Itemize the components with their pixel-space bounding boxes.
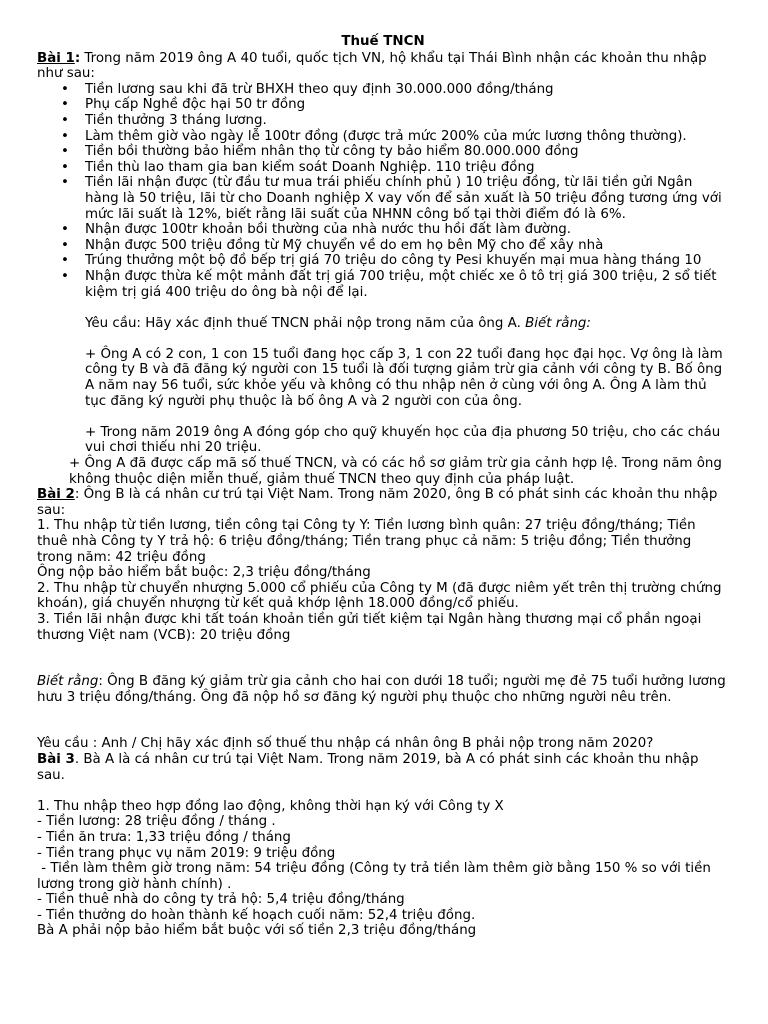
bai2-known-text: : Ông B đăng ký giảm trừ gia cảnh cho hai con dưới 18 tuổi; người mẹ đẻ 75 tuổi hưởng lương hưu 3 triệu đồng/tháng. Ông đã nộp hồ sơ đăng ký người phụ thuộc cho những người nêu trên. bbox=[37, 674, 726, 705]
bai3-intro-text: . Bà A là cá nhân cư trú tại Việt Nam. Trong năm 2019, bà A có phát sinh các khoản thu nhập sau. bbox=[37, 751, 699, 783]
bai3-line: - Tiền ăn trưa: 1,33 triệu đồng / tháng bbox=[37, 829, 291, 845]
bai1-requirement-text: Yêu cầu: Hãy xác định thuế TNCN phải nộp trong năm của ông A. bbox=[85, 315, 526, 331]
list-item: • Nhận được thừa kế một mảnh đất trị giá 700 triệu, một chiếc xe ô tô trị giá 300 triệu, 2 sổ tiết kiệm trị giá 400 triệu do ông bà nội để lại. bbox=[85, 269, 729, 300]
bai3-line: - Tiền lương: 28 triệu đồng / tháng . bbox=[37, 814, 276, 830]
bai1-label: Bài 1 bbox=[37, 50, 75, 66]
list-item: • Tiền bồi thường bảo hiểm nhân thọ từ công ty bảo hiểm 80.000.000 đồng bbox=[85, 144, 729, 160]
bai2-line-shares: 2. Thu nhập từ chuyển nhượng 5.000 cổ phiếu của Công ty M (đã được niêm yết trên thị trường chứng khoán), giá chuyển nhượng từ kết quả khớp lệnh 18.000 đồng/cổ phiếu. bbox=[37, 580, 722, 612]
list-item: • Tiền lãi nhận được (từ đầu tư mua trái phiếu chính phủ ) 10 triệu đồng, từ lãi tiền gửi Ngân hàng là 50 triệu, lãi từ cho Doanh nghiệp X vay vốn để sản xuất là 50 triệu đồng tương ứng với mức lãi suất là 12%, biết rằng lãi suất của NHNN công bố tại thời điểm đó là 6%. bbox=[85, 175, 729, 222]
list-item: • Nhận được 100tr khoản bồi thường của nhà nước thu hồi đất làm đường. bbox=[85, 222, 729, 238]
bai2-intro-text: : Ông B là cá nhân cư trú tại Việt Nam. Trong năm 2020, ông B có phát sinh các khoản thu nhập sau: bbox=[37, 487, 718, 518]
list-item: • Tiền thù lao tham gia ban kiểm soát Doanh Nghiệp. 110 triệu đồng bbox=[85, 160, 729, 176]
bai3-line: - Tiền trang phục vụ năm 2019: 9 triệu đồng bbox=[37, 845, 336, 861]
bai2-line-insurance: Ông nộp bảo hiểm bắt buộc: 2,3 triệu đồng/tháng bbox=[37, 565, 371, 581]
list-item: • Phụ cấp Nghề độc hại 50 tr đồng bbox=[85, 97, 729, 113]
list-item: • Tiền lương sau khi đã trừ BHXH theo quy định 30.000.000 đồng/tháng bbox=[85, 82, 729, 98]
document-title: Thuế TNCN bbox=[341, 34, 425, 49]
document-page bbox=[37, 34, 729, 939]
bai1-note-dependents: + Ông A có 2 con, 1 con 15 tuổi đang học cấp 3, 1 con 22 tuổi đang học đại học. Vợ ông là làm công ty B và đã đăng ký người con 15 tuổi là đối tượng giảm trừ gia cảnh với công ty B. Bố ông A năm nay 56 tuổi, sức khỏe yếu và không có thu nhập nên ở cùng với ông A. Ông A làm thủ tục đăng ký người phụ thuộc là bố ông A và 2 người con của ông. bbox=[85, 346, 723, 409]
list-item: • Trúng thưởng một bộ đồ bếp trị giá 70 triệu do công ty Pesi khuyến mại mua hàng tháng 10 bbox=[85, 253, 729, 269]
bai1-note-tax-code: + Ông A đã được cấp mã số thuế TNCN, và có các hồ sơ giảm trừ gia cảnh hợp lệ. Trong năm ông không thuộc diện miễn thuế, giảm thuế TNCN theo quy định của pháp luật. bbox=[69, 456, 722, 487]
bai2-line-interest: 3. Tiền lãi nhận được khi tất toán khoản tiền gửi tiết kiệm tại Ngân hàng thương mại cổ phần ngoại thương Việt nam (VCB): 20 triệu đồng bbox=[37, 611, 702, 643]
list-item: • Làm thêm giờ vào ngày lễ 100tr đồng (được trả mức 200% của mức lương thông thường). bbox=[85, 129, 729, 145]
bai3-intro bbox=[37, 752, 729, 783]
bai1-intro-text: Trong năm 2019 ông A 40 tuổi, quốc tịch VN, hộ khẩu tại Thái Bình nhận các khoản thu nhập như sau: bbox=[37, 50, 707, 82]
bai1-intro: Bài 1: Trong năm 2019 ông A 40 tuổi, quốc tịch VN, hộ khẩu tại Thái Bình nhận các khoản thu nhập như sau: bbox=[37, 50, 707, 82]
bai3-line: - Tiền làm thêm giờ trong năm: 54 triệu đồng (Công ty trả tiền làm thêm giờ bằng 150 % so với tiền lương trong giờ hành chính) . bbox=[37, 861, 716, 892]
bai3-line: - Tiền thưởng do hoàn thành kế hoạch cuối năm: 52,4 triệu đồng. bbox=[37, 907, 476, 923]
bai1-requirement bbox=[37, 316, 729, 332]
bai1-income-list bbox=[37, 82, 729, 300]
bai1-note-contributions: + Trong năm 2019 ông A đóng góp cho quỹ khuyến học của địa phương 50 triệu, cho các cháu vui chơi thiếu nhi 20 triệu. bbox=[85, 424, 721, 456]
bai2-intro bbox=[37, 487, 729, 518]
list-item: • Tiền thưởng 3 tháng lương. bbox=[85, 113, 729, 129]
bai2-known-label: Biết rằng bbox=[37, 674, 99, 690]
bai3-line: Bà A phải nộp bảo hiểm bắt buộc với số tiền 2,3 triệu đồng/tháng bbox=[37, 923, 477, 939]
bai3-label: Bài 3 bbox=[37, 751, 75, 767]
bai3-line: - Tiền thuê nhà do công ty trả hộ: 5,4 triệu đồng/tháng bbox=[37, 892, 405, 908]
bai3-contract-heading: 1. Thu nhập theo hợp đồng lao động, không thời hạn ký với Công ty X bbox=[37, 798, 504, 814]
bai2-known-facts bbox=[37, 674, 729, 705]
bai2-line-salary: 1. Thu nhập từ tiền lương, tiền công tại Công ty Y: Tiền lương bình quân: 27 triệu đồng/tháng; Tiền thuê nhà Công ty Y trả hộ: 6 triệu đồng/tháng; Tiền trang phục cả năm: 5 triệu đồng; Tiền thưởng trong năm: 42 triệu đồng bbox=[37, 518, 696, 565]
bai2-requirement: Yêu cầu : Anh / Chị hãy xác định số thuế thu nhập cá nhân ông B phải nộp trong năm 2020? bbox=[37, 736, 654, 752]
list-item: • Nhận được 500 triệu đồng từ Mỹ chuyển về do em họ bên Mỹ cho để xây nhà bbox=[85, 238, 729, 254]
bai2-label: Bài 2 bbox=[37, 487, 75, 503]
bai1-requirement-italic: Biết rằng: bbox=[525, 315, 591, 331]
